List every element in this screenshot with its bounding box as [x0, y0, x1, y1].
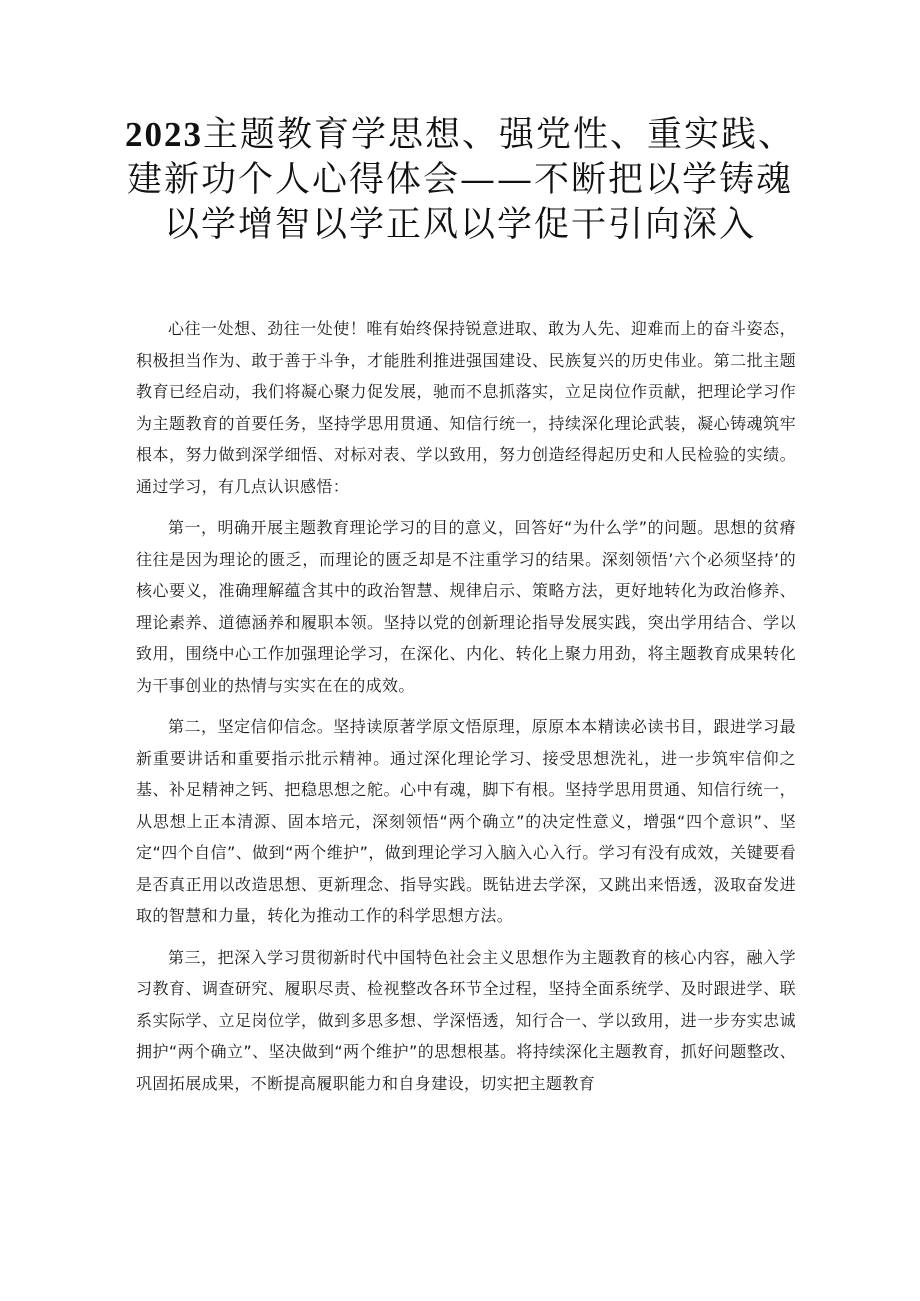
document-title: [120, 112, 800, 248]
title-year: 2023: [124, 115, 203, 154]
document-body: [136, 313, 796, 1109]
paragraph-second: 第二，坚定信仰信念。坚持读原著学原文悟原理，原原本本精读必读书目，跟进学习最新重要讲话和重要指示批示精神。通过深化理论学习、接受思想洗礼，进一步筑牢信仰之基、补足精神之钙、把稳思想之舵。心中有魂，脚下有根。坚持学思用贯通、知信行统一，从思想上正本清源、固本培元，深刻领悟“两个确立”的决定性意义，增强“四个意识”、坚定“四个自信”、做到“两个维护”，做到理论学习入脑入心入行。学习有没有成效，关键要看是否真正用以改造思想、更新理念、指导实践。既钻进去学深，又跳出来悟透，汲取奋发进取的智慧和力量，转化为推动工作的科学思想方法。: [136, 717, 796, 925]
title-text: 主题教育学思想、强党性、重实践、建新功个人心得体会——不断把以学铸魂以学增智以学正风以学促干引向深入: [126, 115, 795, 245]
paragraph-third: 第三，把深入学习贯彻新时代中国特色社会主义思想作为主题教育的核心内容，融入学习教育、调查研究、履职尽责、检视整改各环节全过程，坚持全面系统学、及时跟进学、联系实际学、立足岗位学，做到多思多想、学深悟透，知行合一、学以致用，进一步夯实忠诚拥护“两个确立”、坚决做到“两个维护”的思想根基。将持续深化主题教育，抓好问题整改、巩固拓展成果，不断提高履职能力和自身建设，切实把主题教育: [136, 947, 796, 1093]
paragraph-first: 第一，明确开展主题教育理论学习的目的意义，回答好“为什么学”的问题。思想的贫瘠往往是因为理论的匮乏，而理论的匮乏却是不注重学习的结果。深刻领悟’六个必须坚持’的核心要义，准确理解蕴含其中的政治智慧、规律启示、策略方法，更好地转化为政治修养、理论素养、道德涵养和履职本领。坚持以党的创新理论指导发展实践，突出学用结合、学以致用，围绕中心工作加强理论学习，在深化、内化、转化上聚力用劲，将主题教育成果转化为干事创业的热情与实实在在的成效。: [136, 518, 796, 695]
paragraph-intro: 心往一处想、劲往一处使！唯有始终保持锐意进取、敢为人先、迎难而上的奋斗姿态，积极担当作为、敢于善于斗争，才能胜利推进强国建设、民族复兴的历史伟业。第二批主题教育已经启动，我们将凝心聚力促发展，驰而不息抓落实，立足岗位作贡献，把理论学习作为主题教育的首要任务，坚持学思用贯通、知信行统一，持续深化理论武装，凝心铸魂筑牢根本，努力做到深学细悟、对标对表、学以致用，努力创造经得起历史和人民检验的实绩。通过学习，有几点认识感悟：: [136, 319, 796, 496]
